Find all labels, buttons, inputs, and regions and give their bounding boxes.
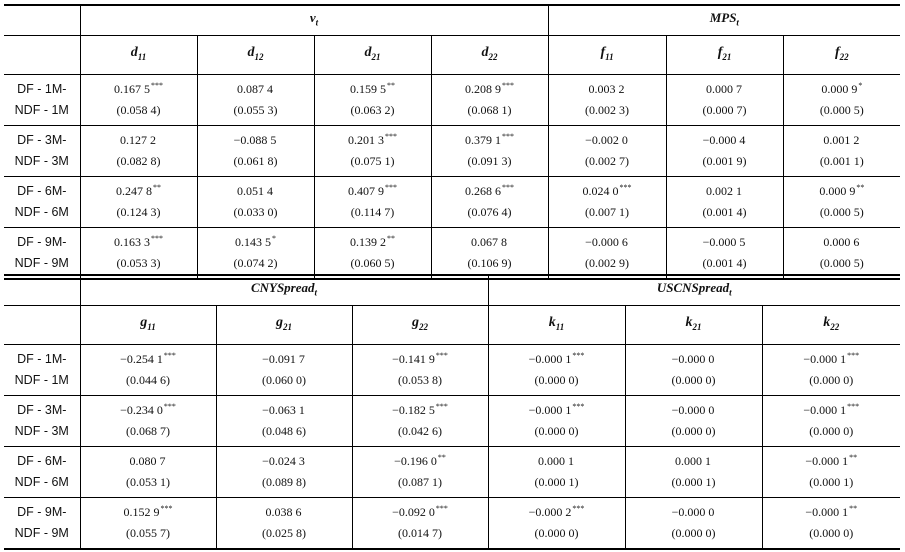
coefficient-value: 0.001 2 (823, 133, 860, 147)
coefficient-line (315, 79, 431, 100)
table-cell (666, 177, 783, 228)
significance-stars: *** (163, 351, 176, 360)
coefficient-value: 0.407 9 (348, 184, 384, 198)
table-row (4, 177, 900, 228)
coefficient-line (217, 400, 352, 421)
significance-stars: *** (435, 351, 448, 360)
table-row (4, 75, 900, 126)
row-label-line-2: NDF - 6M (14, 475, 69, 489)
group-header-uscnspread: USCNSpread$_t$ (488, 275, 900, 306)
standard-error: (0.091 3) (467, 154, 512, 168)
table-cell (762, 498, 900, 550)
coefficient-line (198, 181, 314, 202)
coefficient-value: 0.127 2 (120, 133, 156, 147)
standard-error: (0.082 8) (116, 154, 161, 168)
standard-error: (0.076 4) (467, 205, 512, 219)
col-header-f22: $f_{22}$ (783, 36, 900, 75)
row-label-line-2: NDF - 9M (14, 256, 69, 270)
standard-error: (0.000 7) (702, 103, 747, 117)
table-cell (783, 75, 900, 126)
row-label-line-2: NDF - 3M (14, 154, 69, 168)
coefficient-line (198, 79, 314, 100)
row-label-line-2: NDF - 9M (14, 526, 69, 540)
table-cell (548, 75, 666, 126)
row-label-line-1: DF - 6M- (17, 184, 67, 198)
standard-error: (0.033 0) (233, 205, 278, 219)
coefficient-line (198, 130, 314, 151)
table-cell (216, 396, 352, 447)
coefficient-value: −0.000 1 (528, 403, 572, 417)
table-row (4, 447, 900, 498)
coefficient-line (549, 232, 666, 253)
table-cell (431, 126, 548, 177)
coefficient-value: 0.139 2 (350, 235, 386, 249)
significance-stars: *** (151, 234, 163, 243)
table-cell (80, 126, 197, 177)
coefficient-line (784, 79, 901, 100)
significance-stars: *** (502, 183, 515, 192)
coefficient-line (432, 79, 548, 100)
coefficient-value: −0.000 1 (805, 454, 849, 468)
coefficient-line (784, 232, 901, 253)
standard-error: (0.014 7) (398, 526, 442, 540)
coefficient-value: −0.000 2 (528, 505, 572, 519)
coefficient-line (549, 130, 666, 151)
table-cell (431, 228, 548, 280)
standard-error: (0.068 7) (126, 424, 170, 438)
coefficient-value: 0.002 1 (706, 184, 743, 198)
col-header-f21: $f_{21}$ (666, 36, 783, 75)
coefficient-value: −0.000 4 (702, 133, 746, 147)
corner-cell (4, 5, 80, 36)
coefficient-value: −0.000 1 (803, 403, 847, 417)
coefficient-line (432, 181, 548, 202)
row-label-line-1: DF - 1M- (17, 82, 67, 96)
table-cell (80, 447, 216, 498)
coefficient-line (432, 232, 548, 253)
coefficient-value: −0.196 0 (394, 454, 437, 468)
col-header-d21: $d_{21}$ (314, 36, 431, 75)
table-cell (625, 447, 762, 498)
group-header-row (4, 5, 900, 36)
row-label-line-1: DF - 3M- (17, 133, 67, 147)
coefficient-value: 0.024 0 (582, 184, 619, 198)
table-cell (488, 396, 625, 447)
table-cell (80, 345, 216, 396)
coefficient-line (353, 400, 488, 421)
coefficient-value: −0.002 0 (585, 133, 628, 147)
coefficient-value: 0.000 9 (819, 184, 856, 198)
standard-error: (0.044 6) (126, 373, 170, 387)
standard-error: (0.000 0) (534, 424, 579, 438)
coefficient-line (784, 181, 901, 202)
standard-error: (0.055 7) (126, 526, 170, 540)
table-cell (762, 396, 900, 447)
coefficient-line (353, 349, 488, 370)
table-cell (488, 345, 625, 396)
col-header-k11: $k_{11}$ (488, 306, 625, 345)
standard-error: (0.000 0) (534, 373, 579, 387)
standard-error: (0.000 0) (809, 373, 854, 387)
group-header-mps: $MPS_t$ (548, 5, 900, 36)
significance-stars: *** (572, 504, 585, 513)
row-label (4, 228, 80, 280)
coefficient-value: 0.067 8 (471, 235, 508, 249)
table-cell (352, 447, 488, 498)
table-cell (625, 345, 762, 396)
standard-error: (0.061 8) (233, 154, 278, 168)
coefficient-line (667, 232, 783, 253)
row-label-line-1: DF - 3M- (17, 403, 67, 417)
coefficient-value: 0.000 1 (538, 454, 574, 468)
coefficient-value: −0.000 0 (671, 403, 715, 417)
table-cell (80, 75, 197, 126)
standard-error: (0.000 0) (671, 424, 716, 438)
coefficient-value: −0.063 1 (262, 403, 305, 417)
coefficient-line (432, 130, 548, 151)
coefficient-line (667, 181, 783, 202)
results-table-panel-1 (4, 4, 900, 280)
coefficient-value: −0.000 1 (803, 352, 847, 366)
significance-stars: *** (435, 402, 448, 411)
table-cell (197, 126, 314, 177)
significance-stars: *** (502, 132, 515, 141)
row-label (4, 126, 80, 177)
standard-error: (0.025 8) (262, 526, 306, 540)
coefficient-line (217, 349, 352, 370)
coefficient-line (667, 130, 783, 151)
row-label-line-1: DF - 9M- (17, 505, 67, 519)
significance-stars: *** (502, 81, 515, 90)
significance-stars: *** (435, 504, 448, 513)
coefficient-line (81, 502, 216, 523)
coefficient-value: 0.051 4 (237, 184, 273, 198)
table-row (4, 345, 900, 396)
table-cell (216, 498, 352, 550)
results-table-panel-2 (4, 274, 900, 550)
col-header-g11: $g_{11}$ (80, 306, 216, 345)
table-cell (666, 228, 783, 280)
table-cell (783, 126, 900, 177)
table-cell (488, 498, 625, 550)
panel-1-body (4, 75, 900, 280)
table-cell (80, 177, 197, 228)
coefficient-line (626, 502, 762, 523)
coefficient-line (489, 451, 625, 472)
coefficient-value: −0.254 1 (120, 352, 163, 366)
table-cell (625, 498, 762, 550)
standard-error: (0.000 5) (819, 103, 864, 117)
coefficient-value: 0.143 5 (235, 235, 271, 249)
standard-error: (0.042 6) (398, 424, 442, 438)
significance-stars: ** (437, 453, 446, 462)
coefficient-line (315, 130, 431, 151)
coefficient-value: 0.247 8 (116, 184, 152, 198)
coefficient-value: 0.038 6 (265, 505, 302, 519)
col-header-d11: $d_{11}$ (80, 36, 197, 75)
significance-stars: *** (619, 183, 632, 192)
table-cell (197, 75, 314, 126)
coefficient-line (626, 451, 762, 472)
coefficient-value: −0.234 0 (120, 403, 163, 417)
coefficient-value: 0.000 7 (706, 82, 743, 96)
table-cell (352, 345, 488, 396)
table-row (4, 498, 900, 550)
table-cell (666, 126, 783, 177)
coefficient-line (198, 232, 314, 253)
coefficient-line (489, 400, 625, 421)
col-header-k22: $k_{22}$ (762, 306, 900, 345)
coefficient-value: −0.000 1 (805, 505, 849, 519)
coefficient-value: 0.167 5 (114, 82, 150, 96)
coefficient-value: 0.003 2 (588, 82, 625, 96)
coefficient-value: −0.091 7 (262, 352, 305, 366)
table-cell (783, 228, 900, 280)
col-header-g21: $g_{21}$ (216, 306, 352, 345)
coefficient-value: 0.159 5 (350, 82, 386, 96)
coefficient-value: −0.088 5 (233, 133, 277, 147)
coefficient-line (81, 232, 197, 253)
table-cell (197, 228, 314, 280)
table-cell (666, 75, 783, 126)
coefficient-line (81, 349, 216, 370)
row-label (4, 396, 80, 447)
standard-error: (0.000 0) (534, 526, 579, 540)
coefficient-line (763, 451, 901, 472)
coefficient-line (81, 451, 216, 472)
table-cell (216, 447, 352, 498)
significance-stars: *** (572, 351, 585, 360)
standard-error: (0.114 7) (350, 205, 395, 219)
table-cell (625, 396, 762, 447)
coefficient-line (763, 400, 901, 421)
col-header-g22: $g_{22}$ (352, 306, 488, 345)
col-header-f11: $f_{11}$ (548, 36, 666, 75)
coefficient-line (353, 451, 488, 472)
row-label-line-1: DF - 6M- (17, 454, 67, 468)
significance-stars: *** (847, 402, 860, 411)
significance-stars: * (858, 81, 863, 90)
row-label-line-1: DF - 9M- (17, 235, 67, 249)
standard-error: (0.001 4) (702, 256, 747, 270)
coefficient-value: 0.087 4 (237, 82, 273, 96)
significance-stars: * (272, 234, 276, 243)
coefficient-value: 0.152 9 (123, 505, 160, 519)
standard-error: (0.060 5) (350, 256, 395, 270)
standard-error: (0.000 5) (819, 205, 864, 219)
standard-error: (0.089 8) (262, 475, 306, 489)
standard-error: (0.124 3) (116, 205, 161, 219)
table-cell (762, 345, 900, 396)
standard-error: (0.053 3) (116, 256, 161, 270)
significance-stars: *** (163, 402, 176, 411)
standard-error: (0.087 1) (398, 475, 442, 489)
coefficient-value: 0.080 7 (129, 454, 166, 468)
row-label (4, 75, 80, 126)
coefficient-value: −0.000 0 (671, 505, 715, 519)
group-header-row (4, 275, 900, 306)
standard-error: (0.002 9) (585, 256, 630, 270)
standard-error: (0.060 0) (262, 373, 306, 387)
standard-error: (0.001 9) (702, 154, 747, 168)
coefficient-line (763, 502, 901, 523)
coefficient-value: −0.000 1 (528, 352, 572, 366)
standard-error: (0.048 6) (262, 424, 306, 438)
standard-error: (0.053 8) (398, 373, 442, 387)
table-cell (314, 126, 431, 177)
table-cell (216, 345, 352, 396)
significance-stars: *** (847, 351, 860, 360)
coefficient-value: 0.268 6 (465, 184, 502, 198)
significance-stars: ** (849, 453, 858, 462)
table-cell (548, 177, 666, 228)
standard-error: (0.068 1) (467, 103, 512, 117)
coefficient-line (667, 79, 783, 100)
coefficient-value: −0.000 6 (585, 235, 628, 249)
significance-stars: *** (385, 183, 397, 192)
col-header-d12: $d_{12}$ (197, 36, 314, 75)
corner-cell (4, 36, 80, 75)
significance-stars: ** (153, 183, 161, 192)
corner-cell (4, 275, 80, 306)
significance-stars: ** (856, 183, 865, 192)
standard-error: (0.000 0) (809, 526, 854, 540)
table-cell (314, 177, 431, 228)
significance-stars: ** (387, 81, 395, 90)
table-row (4, 126, 900, 177)
standard-error: (0.000 1) (809, 475, 854, 489)
table-cell (352, 498, 488, 550)
significance-stars: ** (849, 504, 858, 513)
table-cell (762, 447, 900, 498)
standard-error: (0.000 0) (671, 373, 716, 387)
row-label (4, 498, 80, 550)
table-cell (488, 447, 625, 498)
table-cell (783, 177, 900, 228)
row-label-line-1: DF - 1M- (17, 352, 67, 366)
coefficient-value: −0.024 3 (262, 454, 305, 468)
standard-error: (0.002 3) (585, 103, 630, 117)
group-header-cnyspread: CNYSpread$_t$ (80, 275, 488, 306)
coefficient-value: 0.000 6 (823, 235, 860, 249)
coefficient-line (549, 79, 666, 100)
standard-error: (0.053 1) (126, 475, 170, 489)
coefficient-line (315, 232, 431, 253)
coefficient-line (784, 130, 901, 151)
row-label (4, 447, 80, 498)
standard-error: (0.058 4) (116, 103, 161, 117)
panel-2-body (4, 345, 900, 550)
coefficient-value: −0.182 5 (392, 403, 435, 417)
table-cell (548, 126, 666, 177)
coefficient-line (315, 181, 431, 202)
significance-stars: *** (160, 504, 173, 513)
standard-error: (0.000 1) (534, 475, 579, 489)
coefficient-value: −0.092 0 (392, 505, 435, 519)
table-cell (548, 228, 666, 280)
standard-error: (0.000 1) (671, 475, 716, 489)
table-cell (80, 228, 197, 280)
row-label-line-2: NDF - 3M (14, 424, 69, 438)
table-cell (431, 75, 548, 126)
col-header-k21: $k_{21}$ (625, 306, 762, 345)
standard-error: (0.075 1) (350, 154, 395, 168)
coefficient-value: −0.141 9 (392, 352, 435, 366)
standard-error: (0.106 9) (467, 256, 512, 270)
coefficient-line (81, 130, 197, 151)
row-label (4, 345, 80, 396)
coefficient-value: 0.208 9 (465, 82, 502, 96)
standard-error: (0.002 7) (585, 154, 630, 168)
column-header-row (4, 36, 900, 75)
coefficient-line (626, 400, 762, 421)
column-header-row (4, 306, 900, 345)
coefficient-line (489, 349, 625, 370)
standard-error: (0.074 2) (233, 256, 278, 270)
standard-error: (0.001 1) (819, 154, 864, 168)
coefficient-line (81, 400, 216, 421)
coefficient-value: 0.000 1 (675, 454, 711, 468)
coefficient-value: −0.000 0 (671, 352, 715, 366)
col-header-d22: $d_{22}$ (431, 36, 548, 75)
coefficient-value: 0.163 3 (114, 235, 150, 249)
table-cell (197, 177, 314, 228)
standard-error: (0.055 3) (233, 103, 278, 117)
row-label-line-2: NDF - 1M (14, 103, 69, 117)
row-label-line-2: NDF - 6M (14, 205, 69, 219)
coefficient-value: 0.379 1 (465, 133, 502, 147)
coefficient-value: 0.201 3 (348, 133, 384, 147)
coefficient-line (626, 349, 762, 370)
coefficient-value: 0.000 9 (821, 82, 858, 96)
significance-stars: *** (385, 132, 397, 141)
standard-error: (0.000 5) (819, 256, 864, 270)
significance-stars: ** (387, 234, 395, 243)
coefficient-line (763, 349, 901, 370)
standard-error: (0.001 4) (702, 205, 747, 219)
coefficient-line (489, 502, 625, 523)
table-cell (80, 396, 216, 447)
table-row (4, 228, 900, 280)
standard-error: (0.063 2) (350, 103, 395, 117)
standard-error: (0.007 1) (585, 205, 630, 219)
table-cell (314, 75, 431, 126)
row-label-line-2: NDF - 1M (14, 373, 69, 387)
table-cell (431, 177, 548, 228)
group-header-v: $v_t$ (80, 5, 548, 36)
coefficient-line (81, 79, 197, 100)
table-row (4, 396, 900, 447)
row-label (4, 177, 80, 228)
coefficient-line (217, 451, 352, 472)
table-cell (352, 396, 488, 447)
coefficient-value: −0.000 5 (702, 235, 746, 249)
significance-stars: *** (572, 402, 585, 411)
standard-error: (0.000 0) (809, 424, 854, 438)
coefficient-line (549, 181, 666, 202)
coefficient-line (217, 502, 352, 523)
standard-error: (0.000 0) (671, 526, 716, 540)
table-cell (314, 228, 431, 280)
table-cell (80, 498, 216, 550)
coefficient-line (353, 502, 488, 523)
significance-stars: *** (151, 81, 163, 90)
coefficient-line (81, 181, 197, 202)
corner-cell (4, 306, 80, 345)
